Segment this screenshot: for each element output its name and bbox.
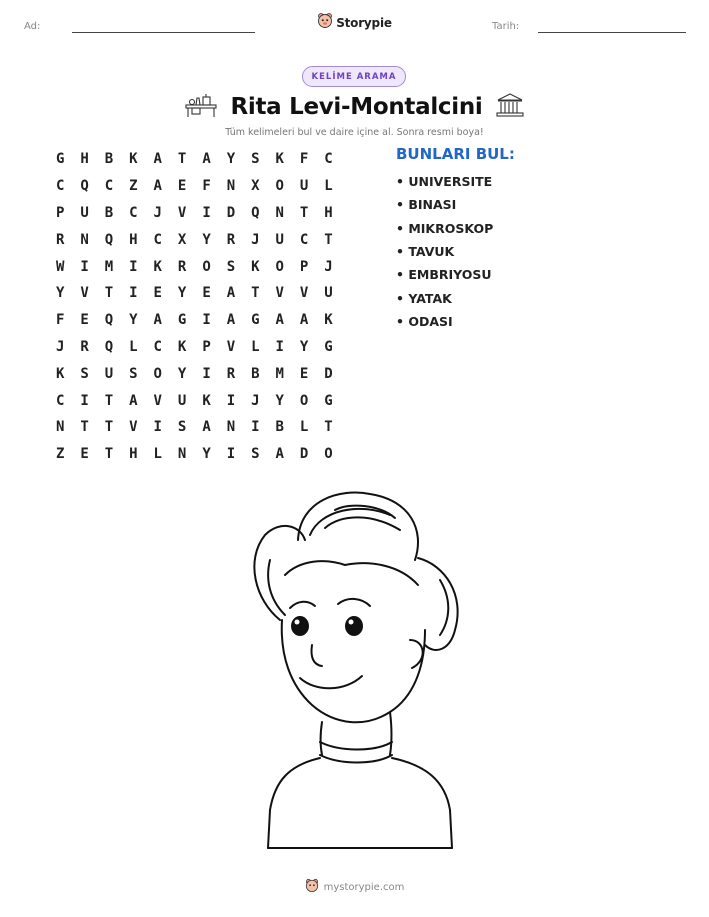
- grid-cell[interactable]: D: [324, 365, 333, 382]
- grid-cell[interactable]: F: [55, 312, 65, 329]
- title-row: [0, 92, 709, 122]
- grid-cell[interactable]: X: [177, 231, 187, 248]
- grid-cell[interactable]: E: [299, 365, 309, 382]
- brand: [0, 12, 709, 33]
- grid-cell[interactable]: C: [324, 151, 333, 168]
- footer: [0, 878, 709, 897]
- grid-cell[interactable]: V: [299, 285, 309, 302]
- grid-cell[interactable]: T: [299, 204, 309, 221]
- grid-cell[interactable]: S: [177, 419, 187, 436]
- grid-cell[interactable]: Y: [202, 446, 211, 463]
- grid-cell[interactable]: A: [129, 392, 138, 409]
- grid-cell[interactable]: R: [177, 258, 187, 275]
- grid-cell[interactable]: Y: [55, 285, 65, 302]
- grid-cell[interactable]: N: [226, 419, 236, 436]
- grid-cell[interactable]: C: [55, 178, 65, 195]
- grid-cell[interactable]: A: [202, 419, 211, 436]
- grid-cell[interactable]: O: [275, 258, 284, 275]
- brand-name: Storypie: [336, 15, 392, 30]
- grid-cell[interactable]: K: [324, 312, 333, 329]
- grid-cell[interactable]: R: [55, 231, 65, 248]
- grid-cell[interactable]: C: [299, 231, 309, 248]
- grid-cell[interactable]: H: [80, 151, 89, 168]
- grid-cell[interactable]: P: [55, 204, 65, 221]
- portrait-illustration: [240, 480, 470, 854]
- grid-cell[interactable]: A: [226, 285, 236, 302]
- grid-cell[interactable]: V: [275, 285, 284, 302]
- grid-cell[interactable]: A: [153, 151, 162, 168]
- grid-cell[interactable]: J: [55, 338, 65, 355]
- grid-cell[interactable]: N: [80, 231, 89, 248]
- grid-cell[interactable]: K: [251, 258, 260, 275]
- activity-badge: KELİME ARAMA: [302, 66, 406, 87]
- grid-cell[interactable]: I: [80, 392, 89, 409]
- grid-cell[interactable]: V: [177, 204, 187, 221]
- grid-cell[interactable]: S: [129, 365, 138, 382]
- grid-cell[interactable]: I: [202, 204, 211, 221]
- grid-cell[interactable]: K: [129, 151, 138, 168]
- grid-cell[interactable]: T: [104, 285, 114, 302]
- grid-cell[interactable]: L: [324, 178, 333, 195]
- university-building-icon: [495, 92, 525, 122]
- grid-cell[interactable]: R: [80, 338, 89, 355]
- grid-cell[interactable]: N: [177, 446, 187, 463]
- grid-cell[interactable]: Y: [202, 231, 211, 248]
- storypie-logo-icon: [317, 12, 333, 33]
- grid-cell[interactable]: K: [275, 151, 284, 168]
- grid-cell[interactable]: H: [129, 231, 138, 248]
- grid-cell[interactable]: I: [202, 312, 211, 329]
- grid-cell[interactable]: I: [129, 258, 138, 275]
- grid-cell[interactable]: U: [104, 365, 114, 382]
- date-label: Tarih:: [492, 21, 520, 32]
- grid-cell[interactable]: O: [153, 365, 162, 382]
- grid-cell[interactable]: S: [80, 365, 89, 382]
- grid-cell[interactable]: T: [104, 419, 114, 436]
- word-list-item: • BINASI: [396, 193, 493, 216]
- grid-cell[interactable]: S: [251, 446, 260, 463]
- grid-cell[interactable]: E: [80, 312, 89, 329]
- grid-cell[interactable]: T: [324, 419, 333, 436]
- grid-cell[interactable]: T: [251, 285, 260, 302]
- grid-cell[interactable]: P: [202, 338, 211, 355]
- page-title: Rita Levi-Montalcini: [230, 94, 483, 120]
- grid-cell[interactable]: H: [129, 446, 138, 463]
- grid-cell[interactable]: Y: [226, 151, 236, 168]
- grid-cell[interactable]: I: [153, 419, 162, 436]
- grid-cell[interactable]: N: [275, 204, 284, 221]
- grid-cell[interactable]: C: [153, 338, 162, 355]
- grid-cell[interactable]: J: [251, 231, 260, 248]
- grid-cell[interactable]: A: [226, 312, 236, 329]
- grid-cell[interactable]: K: [55, 365, 65, 382]
- grid-cell[interactable]: K: [153, 258, 162, 275]
- grid-cell[interactable]: R: [226, 365, 236, 382]
- word-list-item: • UNIVERSITE: [396, 170, 493, 193]
- grid-cell[interactable]: K: [202, 392, 211, 409]
- grid-cell[interactable]: P: [299, 258, 309, 275]
- grid-cell[interactable]: O: [324, 446, 333, 463]
- grid-cell[interactable]: H: [324, 204, 333, 221]
- grid-cell[interactable]: Z: [129, 178, 138, 195]
- grid-cell[interactable]: Q: [104, 312, 114, 329]
- grid-cell[interactable]: A: [299, 312, 309, 329]
- grid-cell[interactable]: J: [324, 258, 333, 275]
- grid-cell[interactable]: J: [153, 204, 162, 221]
- word-list-item: • TAVUK: [396, 240, 493, 263]
- grid-cell[interactable]: Q: [251, 204, 260, 221]
- grid-cell[interactable]: T: [80, 419, 89, 436]
- grid-cell[interactable]: Y: [275, 392, 284, 409]
- grid-cell[interactable]: M: [275, 365, 284, 382]
- grid-cell[interactable]: A: [153, 178, 162, 195]
- word-list-item: • MIKROSKOP: [396, 217, 493, 240]
- grid-cell[interactable]: L: [299, 419, 309, 436]
- grid-cell[interactable]: B: [104, 151, 114, 168]
- grid-cell[interactable]: E: [202, 285, 211, 302]
- grid-cell[interactable]: D: [226, 204, 236, 221]
- grid-cell[interactable]: C: [153, 231, 162, 248]
- word-list: [396, 170, 493, 333]
- grid-cell[interactable]: Y: [177, 365, 187, 382]
- laboratory-desk-icon: [184, 92, 218, 122]
- grid-cell[interactable]: V: [80, 285, 89, 302]
- grid-cell[interactable]: S: [226, 258, 236, 275]
- grid-cell[interactable]: Y: [177, 285, 187, 302]
- storypie-logo-icon: [305, 878, 319, 897]
- grid-cell[interactable]: L: [129, 338, 138, 355]
- grid-cell[interactable]: T: [177, 151, 187, 168]
- grid-cell[interactable]: C: [129, 204, 138, 221]
- grid-cell[interactable]: U: [275, 231, 284, 248]
- grid-cell[interactable]: X: [251, 178, 260, 195]
- name-label: Ad:: [24, 21, 41, 32]
- grid-cell[interactable]: I: [129, 285, 138, 302]
- word-list-item: • EMBRIYOSU: [396, 263, 493, 286]
- grid-cell[interactable]: T: [104, 392, 114, 409]
- word-list-title: BUNLARI BUL:: [396, 145, 515, 163]
- grid-cell[interactable]: I: [80, 258, 89, 275]
- grid-cell[interactable]: L: [153, 446, 162, 463]
- grid-cell[interactable]: Q: [104, 338, 114, 355]
- grid-cell[interactable]: N: [55, 419, 65, 436]
- grid-cell[interactable]: V: [153, 392, 162, 409]
- grid-cell[interactable]: A: [275, 446, 284, 463]
- grid-cell[interactable]: G: [177, 312, 187, 329]
- grid-cell[interactable]: C: [55, 392, 65, 409]
- grid-cell[interactable]: E: [153, 285, 162, 302]
- grid-cell[interactable]: R: [226, 231, 236, 248]
- grid-cell[interactable]: E: [177, 178, 187, 195]
- grid-cell[interactable]: U: [80, 204, 89, 221]
- grid-cell[interactable]: M: [104, 258, 114, 275]
- grid-cell[interactable]: T: [324, 231, 333, 248]
- word-search-grid[interactable]: [48, 146, 341, 468]
- instructions: Tüm kelimeleri bul ve daire içine al. Sonra resmi boya!: [225, 127, 484, 138]
- grid-cell[interactable]: A: [202, 151, 211, 168]
- grid-cell[interactable]: I: [251, 419, 260, 436]
- grid-cell[interactable]: U: [324, 285, 333, 302]
- grid-cell[interactable]: G: [324, 392, 333, 409]
- grid-cell[interactable]: A: [275, 312, 284, 329]
- grid-cell[interactable]: L: [251, 338, 260, 355]
- grid-cell[interactable]: V: [226, 338, 236, 355]
- grid-cell[interactable]: C: [104, 178, 114, 195]
- grid-cell[interactable]: O: [299, 392, 309, 409]
- grid-cell[interactable]: G: [324, 338, 333, 355]
- grid-cell[interactable]: F: [202, 178, 211, 195]
- grid-cell[interactable]: J: [251, 392, 260, 409]
- grid-cell[interactable]: D: [299, 446, 309, 463]
- word-list-item: • ODASI: [396, 310, 493, 333]
- grid-cell[interactable]: Y: [129, 312, 138, 329]
- grid-cell[interactable]: U: [177, 392, 187, 409]
- grid-cell[interactable]: V: [129, 419, 138, 436]
- grid-cell[interactable]: O: [275, 178, 284, 195]
- grid-cell[interactable]: I: [226, 446, 236, 463]
- grid-cell[interactable]: A: [153, 312, 162, 329]
- grid-cell[interactable]: K: [177, 338, 187, 355]
- grid-cell[interactable]: T: [104, 446, 114, 463]
- footer-url[interactable]: mystorypie.com: [323, 882, 405, 893]
- grid-cell[interactable]: Q: [80, 178, 89, 195]
- grid-cell[interactable]: G: [251, 312, 260, 329]
- grid-cell[interactable]: B: [104, 204, 114, 221]
- grid-cell[interactable]: U: [299, 178, 309, 195]
- grid-cell[interactable]: Z: [55, 446, 65, 463]
- grid-cell[interactable]: W: [55, 258, 65, 275]
- grid-cell[interactable]: S: [251, 151, 260, 168]
- grid-cell[interactable]: E: [80, 446, 89, 463]
- grid-cell[interactable]: O: [202, 258, 211, 275]
- grid-cell[interactable]: G: [55, 151, 65, 168]
- grid-cell[interactable]: I: [226, 392, 236, 409]
- grid-cell[interactable]: Q: [104, 231, 114, 248]
- grid-cell[interactable]: I: [202, 365, 211, 382]
- grid-cell[interactable]: F: [299, 151, 309, 168]
- grid-cell[interactable]: Y: [299, 338, 309, 355]
- grid-cell[interactable]: B: [275, 419, 284, 436]
- grid-cell[interactable]: B: [251, 365, 260, 382]
- word-list-item: • YATAK: [396, 286, 493, 309]
- grid-cell[interactable]: I: [275, 338, 284, 355]
- grid-cell[interactable]: N: [226, 178, 236, 195]
